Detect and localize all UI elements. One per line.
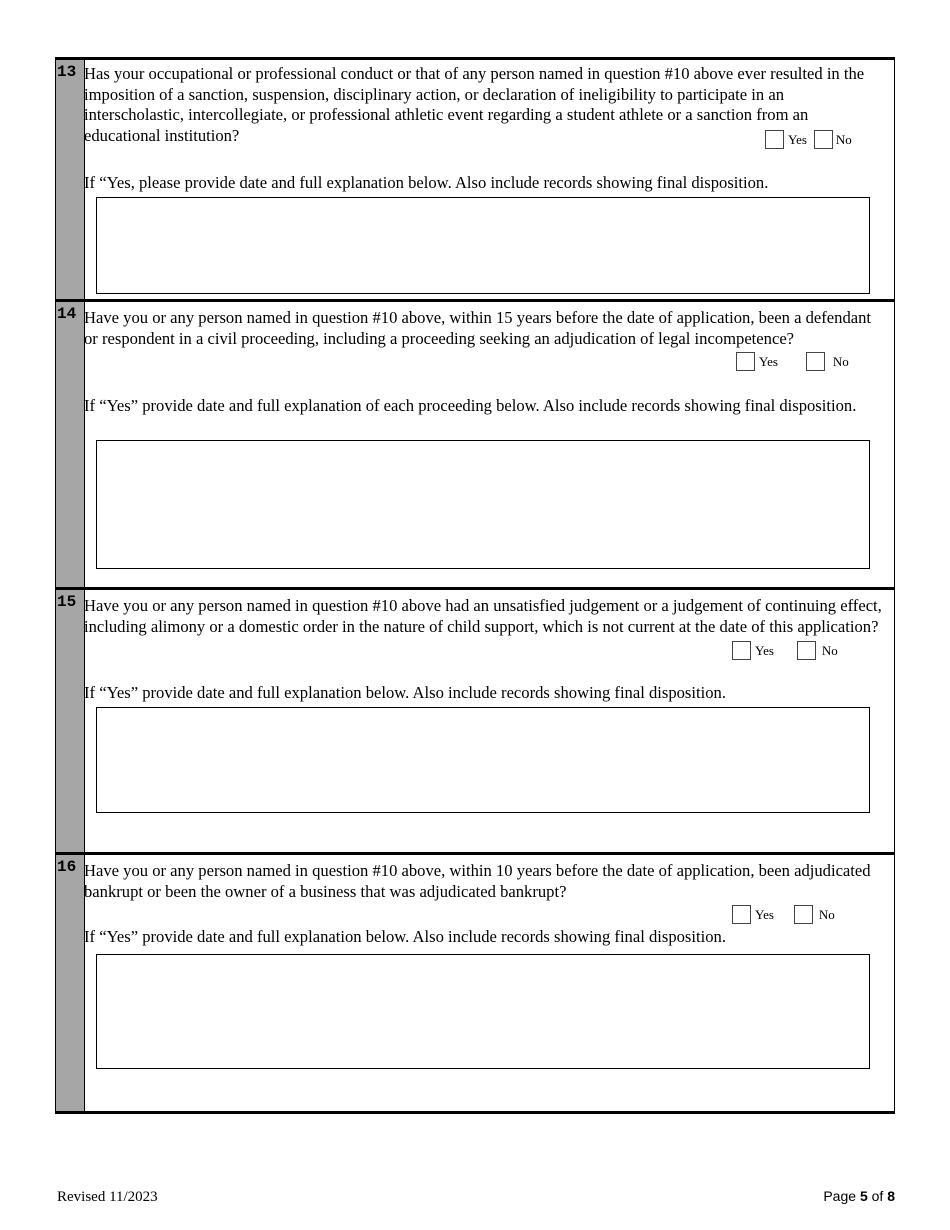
yes-label: Yes: [755, 642, 774, 658]
no-label: No: [821, 642, 838, 658]
no-checkbox[interactable]: [794, 905, 813, 924]
question-number-column: [56, 855, 85, 1111]
question-text: Have you or any person named in question #10 above had an unsatisfied judgement or a judgement of continuing effect, including alimony or a domestic order in the nature of child support, which is not current at the date of this application?: [84, 596, 882, 636]
page-indicator: [823, 1188, 895, 1204]
question-14-section: [55, 299, 895, 590]
yes-checkbox[interactable]: [732, 641, 751, 660]
question-text: Have you or any person named in question #10 above, within 10 years before the date of application, been adjudicated bankrupt or been the owner of a business that was adjudicated bankrupt?: [84, 861, 871, 901]
explanation-instruction: If “Yes” provide date and full explanation of each proceeding below. Also include records showing final disposition.: [84, 396, 857, 415]
yes-no-options: [736, 352, 849, 371]
yes-label: Yes: [755, 906, 774, 922]
question-number: 14: [57, 305, 77, 323]
no-label: No: [832, 353, 849, 369]
question-text: Have you or any person named in question #10 above, within 15 years before the date of application, been a defendant or respondent in a civil proceeding, including a proceeding seeking an adjudication of legal incompetence?: [84, 308, 872, 348]
explanation-textbox[interactable]: [96, 440, 870, 569]
revision-date: Revised 11/2023: [57, 1189, 158, 1205]
yes-no-options: [765, 130, 852, 149]
no-checkbox[interactable]: [814, 130, 833, 149]
yes-checkbox[interactable]: [765, 130, 784, 149]
question-number: 16: [57, 858, 77, 876]
yes-label: Yes: [788, 131, 807, 147]
explanation-instruction: If “Yes” provide date and full explanation below. Also include records showing final disposition.: [84, 683, 726, 702]
page-total: 8: [887, 1188, 895, 1204]
explanation-instruction: If “Yes” provide date and full explanation below. Also include records showing final disposition.: [84, 927, 726, 946]
no-label: No: [818, 906, 835, 922]
yes-label: Yes: [759, 353, 778, 369]
yes-no-options: [732, 641, 838, 660]
question-number-column: [56, 590, 85, 854]
no-checkbox[interactable]: [806, 352, 825, 371]
question-15-section: [55, 587, 895, 855]
explanation-textbox[interactable]: [96, 954, 870, 1069]
yes-checkbox[interactable]: [732, 905, 751, 924]
page-current: 5: [859, 1188, 868, 1204]
yes-checkbox[interactable]: [736, 352, 755, 371]
explanation-textbox[interactable]: [96, 197, 870, 294]
question-number-column: [56, 302, 85, 589]
explanation-textbox[interactable]: [96, 707, 870, 813]
question-number: 15: [57, 593, 77, 611]
question-text: Has your occupational or professional conduct or that of any person named in question #10 above ever resulted in the imposition of a sanction, suspension, disciplinary action, or declaration of ineligibility to participate in an interscholastic, intercollegiate, or professional athletic event regarding a student athlete or a sanction from an educational institution?: [84, 64, 865, 145]
page-of: of: [867, 1188, 888, 1204]
yes-no-options: [732, 905, 835, 924]
page-prefix: Page: [823, 1188, 860, 1204]
no-checkbox[interactable]: [797, 641, 816, 660]
question-16-section: [55, 852, 895, 1114]
question-number: 13: [57, 63, 77, 81]
question-13-section: [55, 57, 895, 302]
question-number-column: [56, 60, 85, 301]
no-label: No: [835, 131, 852, 147]
explanation-instruction: If “Yes, please provide date and full explanation below. Also include records showing final disposition.: [84, 173, 769, 192]
